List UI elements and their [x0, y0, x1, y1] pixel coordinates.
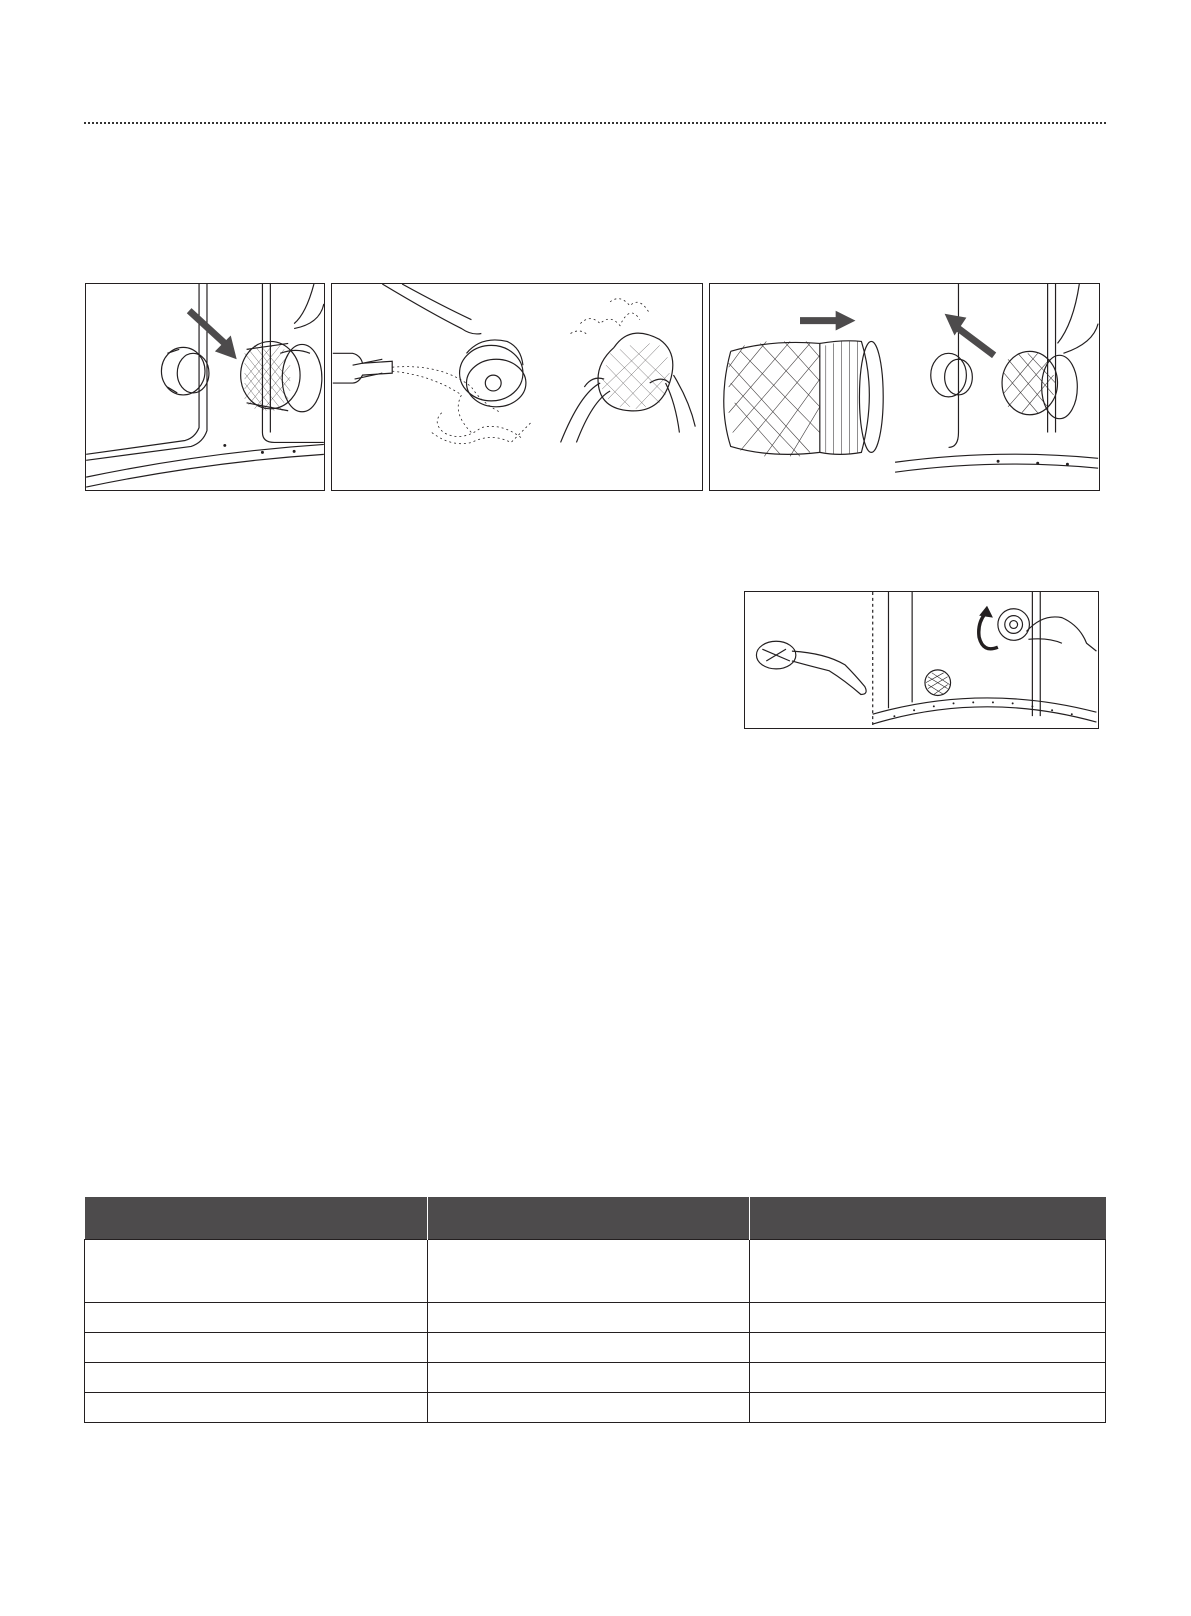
table-cell [750, 1240, 1106, 1303]
table-cell [750, 1303, 1106, 1333]
table-row [85, 1363, 1106, 1393]
table-cell [427, 1393, 750, 1423]
dotted-separator [84, 122, 1106, 124]
table-cell [750, 1393, 1106, 1423]
table-row [85, 1393, 1106, 1423]
table-row [85, 1240, 1106, 1303]
table-cell [750, 1333, 1106, 1363]
table-row [85, 1333, 1106, 1363]
table-cell [85, 1333, 428, 1363]
table-row [85, 1303, 1106, 1333]
strainer-wrench-icon [745, 592, 1098, 728]
table-cell [427, 1363, 750, 1393]
rinse-filter-illustration [331, 283, 703, 491]
table-header-cell [750, 1197, 1106, 1240]
table-cell [85, 1363, 428, 1393]
table-header-cell [427, 1197, 750, 1240]
remove-filter-illustration [85, 283, 325, 491]
remove-filter-icon [86, 284, 324, 490]
reinstall-filter-illustration [709, 283, 1100, 491]
reinstall-filter-icon [710, 284, 1099, 490]
table-cell [427, 1240, 750, 1303]
table-cell [427, 1303, 750, 1333]
strainer-wrench-illustration [744, 591, 1099, 729]
table-cell [85, 1303, 428, 1333]
table-cell [85, 1393, 428, 1423]
table-cell [750, 1363, 1106, 1393]
spec-table [84, 1197, 1106, 1423]
table-header-cell [85, 1197, 428, 1240]
table-header-row [85, 1197, 1106, 1240]
table-cell [85, 1240, 428, 1303]
table-cell [427, 1333, 750, 1363]
rinse-filter-icon [332, 284, 702, 490]
